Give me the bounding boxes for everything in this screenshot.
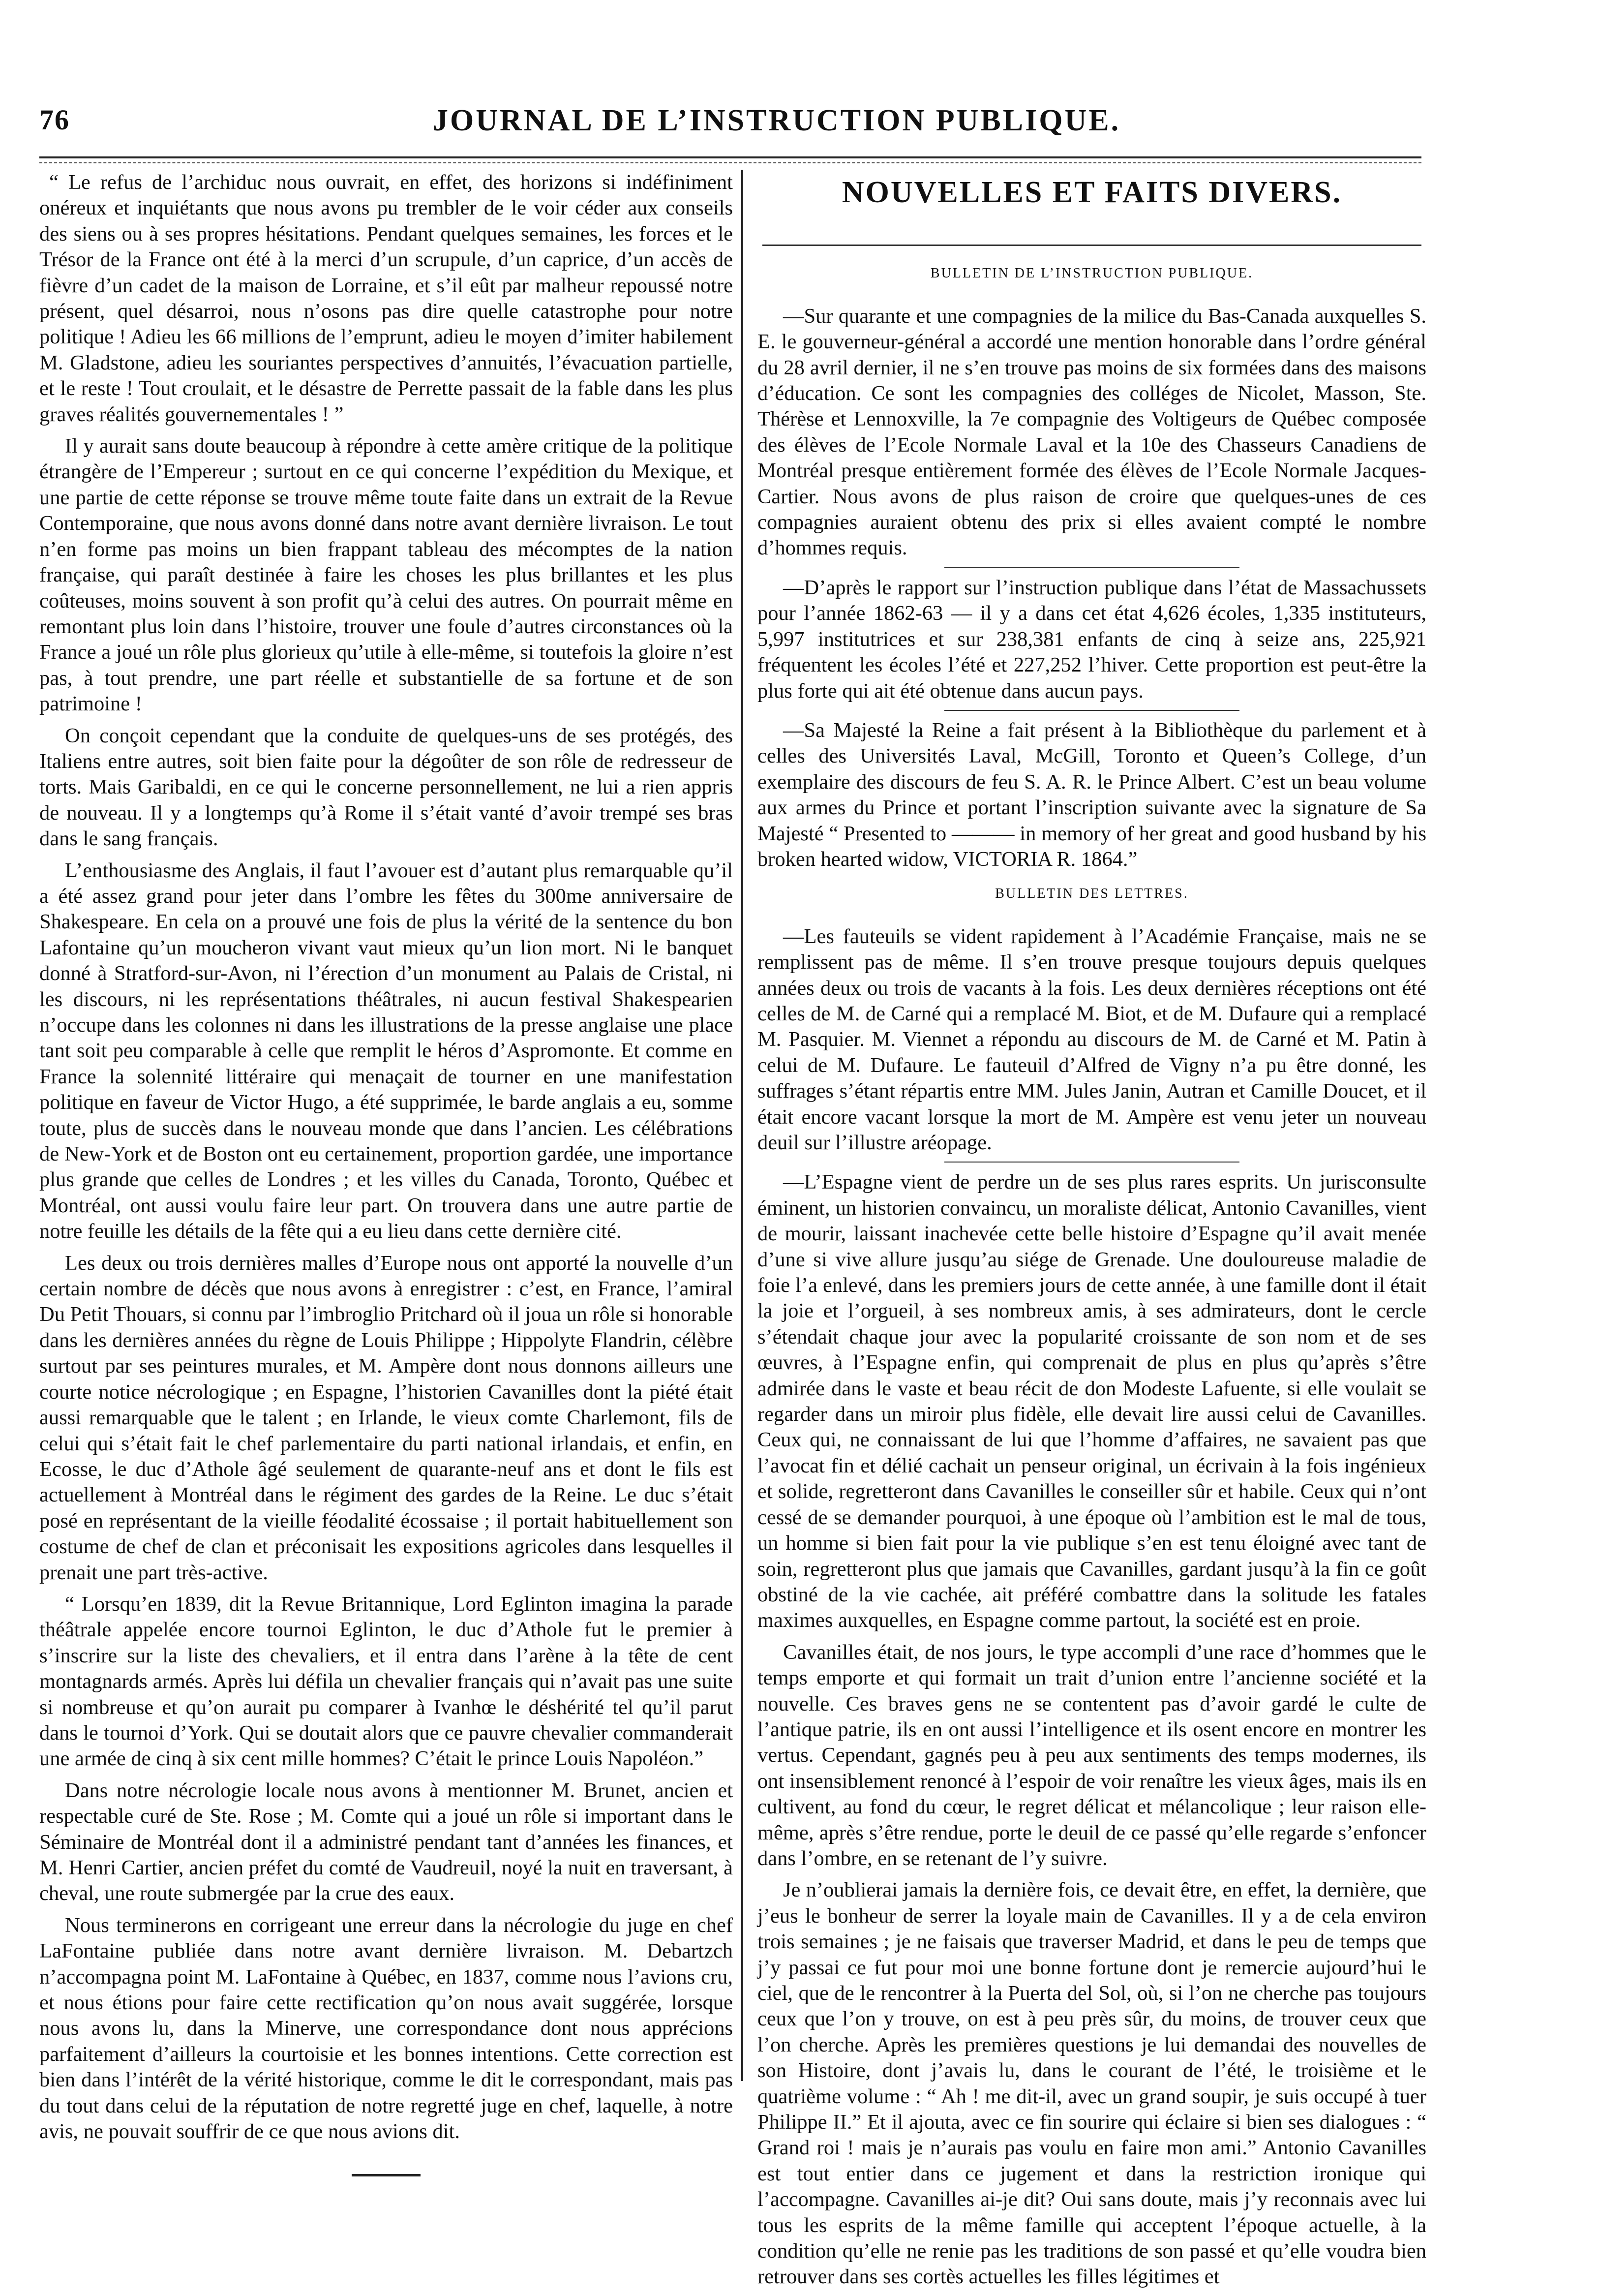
entry-rule (944, 710, 1239, 711)
column-divider (741, 170, 743, 2081)
entry-rule (944, 1162, 1239, 1163)
news-item: —Sa Majesté la Reine a fait présent à la Bibliothèque du parlement et à celles des Universités Laval, McGill, Toronto et Queen’s College, d’un exemplaire des discours de feu S. A. R. le Prince Albert. C’est un beau volume aux armes du Prince et portant l’inscription suivante avec la signature de Sa Majesté “ Presented to ——— in memory of her great and good husband by his broken hearted widow, VICTORIA R. 1864.” (757, 718, 1426, 871)
news-item: —D’après le rapport sur l’instruction publique dans l’état de Massachussets pour l’année 1862-63 — il y a dans cet état 4,626 écoles, 1,335 instituteurs, 5,997 institutrices et sur 238,381 enfants de cinq à seize ans, 225,921 fréquentent les écoles l’été et 227,252 l’hiver. Cette proportion est peut-être la plus forte qui ait été obtenue dans aucun pays. (757, 576, 1426, 703)
news-item: Cavanilles était, de nos jours, le type accompli d’une race d’hommes que le temps emporte et qui formait un trait d’union entre l’ancienne société et la nouvelle. Ces braves gens ne se contentent pas d’avoir gardé le culte de l’antique patrie, ils en ont aussi l’intelligence et ils osent encore en montrer les vertus. Cependant, gagnés peu à peu aux sentiments des temps modernes, ils ont insensiblement renoncé à l’espoir de voir renaître les vieux âges, mais ils en cultivent, au fond du cœur, le regret délicat et mélancolique ; leur raison elle-même, après s’être rendue, porte le deuil de ce passé qu’elle regarde s’enfoncer dans l’ombre, en se retenant de l’y suivre. (757, 1640, 1426, 1870)
news-item: Je n’oublierai jamais la dernière fois, ce devait être, en effet, la dernière, que j’eus le bonheur de serrer la loyale main de Cavanilles. Il y a de cela environ trois semaines ; je ne faisais que traverser Madrid, et dans le peu de temps que j’y passai ce fut pour moi une bonne fortune dont je remercie aujourd’hui le ciel, que de le rencontrer à la Puerta del Sol, où, si l’on ne cherche pas toujours ceux que l’on y trouve, on est à peu près sûr, du moins, de trouver ceux que l’on cherche. Après les premières questions je lui demandai des nouvelles de son Histoire, dont j’avais lu, dans le courant de l’été, le troisième et le quatrième volume : “ Ah ! me dit-il, avec un grand soupir, je suis occupé à tuer Philippe II.” Et il ajouta, avec ce fin sourire qui éclaire si bien ses dialogues : “ Grand roi ! mais je n’aurais pas voulu en faire mon ami.” Antonio Cavanilles est tout entier dans ce jugement et dans la restriction ironique qui l’accompagne. Cavanilles ai-je dit? Oui sans doute, mais j’y reconnais avec lui tous les esprits de la même famille qui acceptent l’époque actuelle, à la condition qu’elle ne renie pas les traditions de son passé et qu’elle voudra bien retrouver dans ses cortès actuelles les filles légitimes et (757, 1878, 1426, 2289)
news-item: —L’Espagne vient de perdre un de ses plus rares esprits. Un jurisconsulte éminent, un historien convaincu, un moraliste délicat, Antonio Cavanilles, vient de mourir, laissant inachevée cette belle histoire d’Espagne qu’il avait menée d’une si vive allure jusqu’au siége de Grenade. Une douloureuse maladie de foie l’a enlevé, dans les premiers jours de cette année, à une famille dont il était la joie et l’orgueil, à ses nombreux amis, à ses admirateurs, dont le cercle s’étendait chaque jour avec la popularité croissante de son nom et de ses œuvres, à l’Espagne enfin, qui comprenait de plus en plus qu’après s’être admirée dans le vaste et beau récit de don Modeste Lafuente, si elle voulait se regarder dans un miroir plus fidèle, elle devait lire aussi celui de Cavanilles. Ceux qui, ne connaissant de lui que l’homme d’affaires, ne savaient pas que l’avocat fin et délié cachait un penseur original, un écrivain à la fois ingénieux et solide, regretteront dans Cavanilles le conseiller sûr et habile. Ceux qui n’ont cessé de se demander pourquoi, à une époque où l’ambition est le mal de tous, un homme si bien fait pour la vie publique s’en est tenu éloigné avec tant de soin, regretteront plus que jamais que Cavanilles, gardant jusqu’à la fin ce goût obstiné de la vie cachée, ait préféré combattre dans la solitude les fatales maximes auxquelles, en Espagne comme partout, la société est en proie. (757, 1170, 1426, 1632)
article-paragraph: On conçoit cependant que la conduite de quelques-uns de ses protégés, des Italiens entre autres, soit bien faite pour la dégoûter de son rôle de redresseur de torts. Mais Garibaldi, en ce qui le concerne personnellement, ne lui a rien appris de nouveau. Il y a longtemps qu’à Rome il s’était vanté d’avoir trempé ses bras dans le sang français. (39, 724, 733, 851)
page-header (39, 98, 1421, 153)
article-paragraph: “ Lorsqu’en 1839, dit la Revue Britannique, Lord Eglinton imagina la parade théâtrale appelée encore tournoi Eglinton, le duc d’Athole fut le premier à s’inscrire sur la liste des chevaliers, et il entra dans l’arène à la tête de cent montagnards armés. Après lui défila un chevalier français qui n’avait pas une suite si nombreuse et qu’on aurait pu comparer à Ivanhœ le déshérité tel qu’il parut dans le tournoi d’York. Qui se doutait alors que ce pauvre chevalier commanderait une armée de cinq à six cent mille hommes? C’était le prince Louis Napoléon.” (39, 1592, 733, 1771)
article-paragraph: Il y aurait sans doute beaucoup à répondre à cette amère critique de la politique étrangère de l’Empereur ; surtout en ce qui concerne l’expédition du Mexique, et une partie de cette réponse se trouve même toute faite dans un extrait de la Revue Contemporaine, que nous avons donné dans notre avant dernière livraison. Le tout n’en forme pas moins un bien frappant tableau des mécomptes de la nation française, qui paraît destinée à faire les choses les plus brillantes et les plus coûteuses, moins souvent à son profit qu’à celui des autres. On pourrait même en remontant plus loin dans l’histoire, trouver une foule d’autres circonstances où la France a joué un rôle plus glorieux qu’utile à elle-même, si toutefois la gloire n’est pas, à tout prendre, une part réelle et substantielle de sa fortune et de son patrimoine ! (39, 434, 733, 716)
article-paragraph: Les deux ou trois dernières malles d’Europe nous ont apporté la nouvelle d’un certain nombre de décès que nous avons à enregistrer : c’est, en France, l’amiral Du Petit Thouars, si connu par l’imbroglio Pritchard où il joua un rôle si honorable dans les dernières années du règne de Louis Philippe ; Hippolyte Flandrin, célèbre surtout par ses peintures murales, et M. Ampère dont nous donnons ailleurs une courte notice nécrologique ; en Espagne, l’historien Cavanilles dont la piété était aussi remarquable que le talent ; en Irlande, le vieux comte Charlemont, fils de celui qui s’était fait le chef parlementaire du parti national irlandais, et enfin, en Ecosse, le duc d’Athole âgé seulement de quarante-neuf ans et dont le fils est actuellement à Montréal dans le régiment des gardes de la Reine. Le duc s’était posé en représentant de la vieille féodalité écossaise ; il portait habituellement son costume de chef de clan et préconisait les expositions agricoles dans lesquelles il prenait une part très-active. (39, 1251, 733, 1584)
article-paragraph: Nous terminerons en corrigeant une erreur dans la nécrologie du juge en chef LaFontaine publiée dans notre avant dernière livraison. M. Debartzch n’accompagna point M. LaFontaine à Québec, en 1837, comme nous l’avions cru, et nous étions pour faire cette rectification qu’on nous avait suggérée, lorsque nous avons lu, dans la Minerve, une correspondance dont nous apprécions parfaitement d’ailleurs la courtoisie et les bonnes intentions. Cette correction est bien dans l’intérêt de la vérité historique, comme le dit le correspondant, mais pas du tout dans celui de la réputation de notre regretté juge en chef, laquelle, à notre avis, ne pouvait souffrir de ce que nous avions dit. (39, 1913, 733, 2143)
header-rule (39, 156, 1421, 163)
bulletin-heading-instruction: BULLETIN DE L’INSTRUCTION PUBLIQUE. (930, 266, 1254, 281)
end-rule (352, 2174, 421, 2176)
page-number: 76 (39, 104, 70, 136)
section-rule (762, 245, 1421, 246)
entry-rule (944, 567, 1239, 568)
article-paragraph: Dans notre nécrologie locale nous avons à mentionner M. Brunet, ancien et respectable curé de Ste. Rose ; M. Comte qui a joué un rôle si important dans le Séminaire de Montréal dont il a administré pendant tant d’années les finances, et M. Henri Cartier, ancien préfet du comté de Vaudreuil, noyé la nuit en traversant, à cheval, une route submergée par la crue des eaux. (39, 1778, 733, 1905)
section-title: NOUVELLES ET FAITS DIVERS. (842, 176, 1342, 209)
article-paragraph: L’enthousiasme des Anglais, il faut l’avouer est d’autant plus remarquable qu’il a été assez grand pour jeter dans l’ombre les fêtes du 300me anniversaire de Shakespeare. En cela on a prouvé une fois de plus la vérité de la sentence du bon Lafontaine qu’un moucheron vivant vaut mieux qu’un lion mort. Ni le banquet donné à Stratford-sur-Avon, ni l’érection d’un monument au Palais de Cristal, ni les discours, ni les représentations théâtrales, ni aucun festival Shakespearien n’occupe dans les colonnes ni dans les illustrations de la presse anglaise une place tant soit peu comparable à celle que remplit le héros d’Aspromonte. Et comme en France la solennité littéraire qui menaçait de tourner en une manifestation politique en faveur de Victor Hugo, a été supprimée, le barde anglais a eu, somme toute, plus de succès dans le nouveau monde que dans l’ancien. Les célébrations de New-York et de Boston ont eu certainement, proportion gardée, une importance plus grande que celles de Londres ; et les villes du Canada, Toronto, Québec et Montréal, ont aussi voulu faire leur part. On trouvera dans une autre partie de notre feuille les détails de la fête qui a eu lieu dans cette dernière cité. (39, 858, 733, 1243)
journal-title: JOURNAL DE L’INSTRUCTION PUBLIQUE. (433, 104, 1121, 137)
news-item: —Les fauteuils se vident rapidement à l’Académie Française, mais ne se remplissent pas de même. Il s’en trouve presque toujours depuis quelques années deux ou trois de vacants à la fois. Les deux dernières réceptions ont été celles de M. de Carné qui a remplacé M. Biot, et de M. Dufaure qui a remplacé M. Pasquier. M. Viennet a répondu au discours de M. de Carné et M. Patin à celui de M. Dufaure. Le fauteuil d’Alfred de Vigny n’a pu être donné, les suffrages s’étant répartis entre MM. Jules Janin, Autran et Camille Doucet, et il était encore vacant lorsque la mort de M. Ampère est venu jeter un nouveau deuil sur l’illustre aréopage. (757, 924, 1426, 1154)
left-column (39, 170, 733, 2176)
article-paragraph: “ Le refus de l’archiduc nous ouvrait, en effet, des horizons si indéfiniment onéreux et inquiétants que nous avons pu trembler de le voir céder aux conseils des siens ou à ses propres hésitations. Pendant quelques semaines, les forces et le Trésor de la France ont été à la merci d’un scrupule, d’un caprice, d’un accès de fièvre d’un cadet de la maison de Lorraine, et s’il eût par malheur repoussé notre présent, quel désarroi, nous n’osons pas dire quelle catastrophe pour notre politique ! Adieu les 66 millions de l’emprunt, adieu le moyen d’imiter habilement M. Gladstone, adieu les souriantes perspectives d’annuités, l’évacuation partielle, et le reste ! Tout croulait, et le désastre de Perrette passait de la fable dans les plus graves réalités gouvernementales ! ” (39, 171, 733, 426)
bulletin-heading-lettres: BULLETIN DES LETTRES. (995, 886, 1189, 902)
right-column (757, 170, 1426, 2296)
news-item: —Sur quarante et une compagnies de la milice du Bas-Canada auxquelles S. E. le gouverneur-général a accordé une mention honorable dans l’ordre général du 28 avril dernier, il ne s’en trouve pas moins de six formées dans des maisons d’éducation. Ce sont les compagnies des colléges de Nicolet, Masson, Ste. Thérèse et Lennoxville, la 7e compagnie des Voltigeurs de Québec composée des élèves de l’Ecole Normale Laval et la 10e des Chasseurs Canadiens de Montréal presque entièrement formée des élèves de l’Ecole Normale Jacques-Cartier. Nous avons de plus raison de croire que quelques-unes de ces compagnies auraient obtenu des prix si elles avaient compté le nombre d’hommes requis. (757, 304, 1426, 560)
